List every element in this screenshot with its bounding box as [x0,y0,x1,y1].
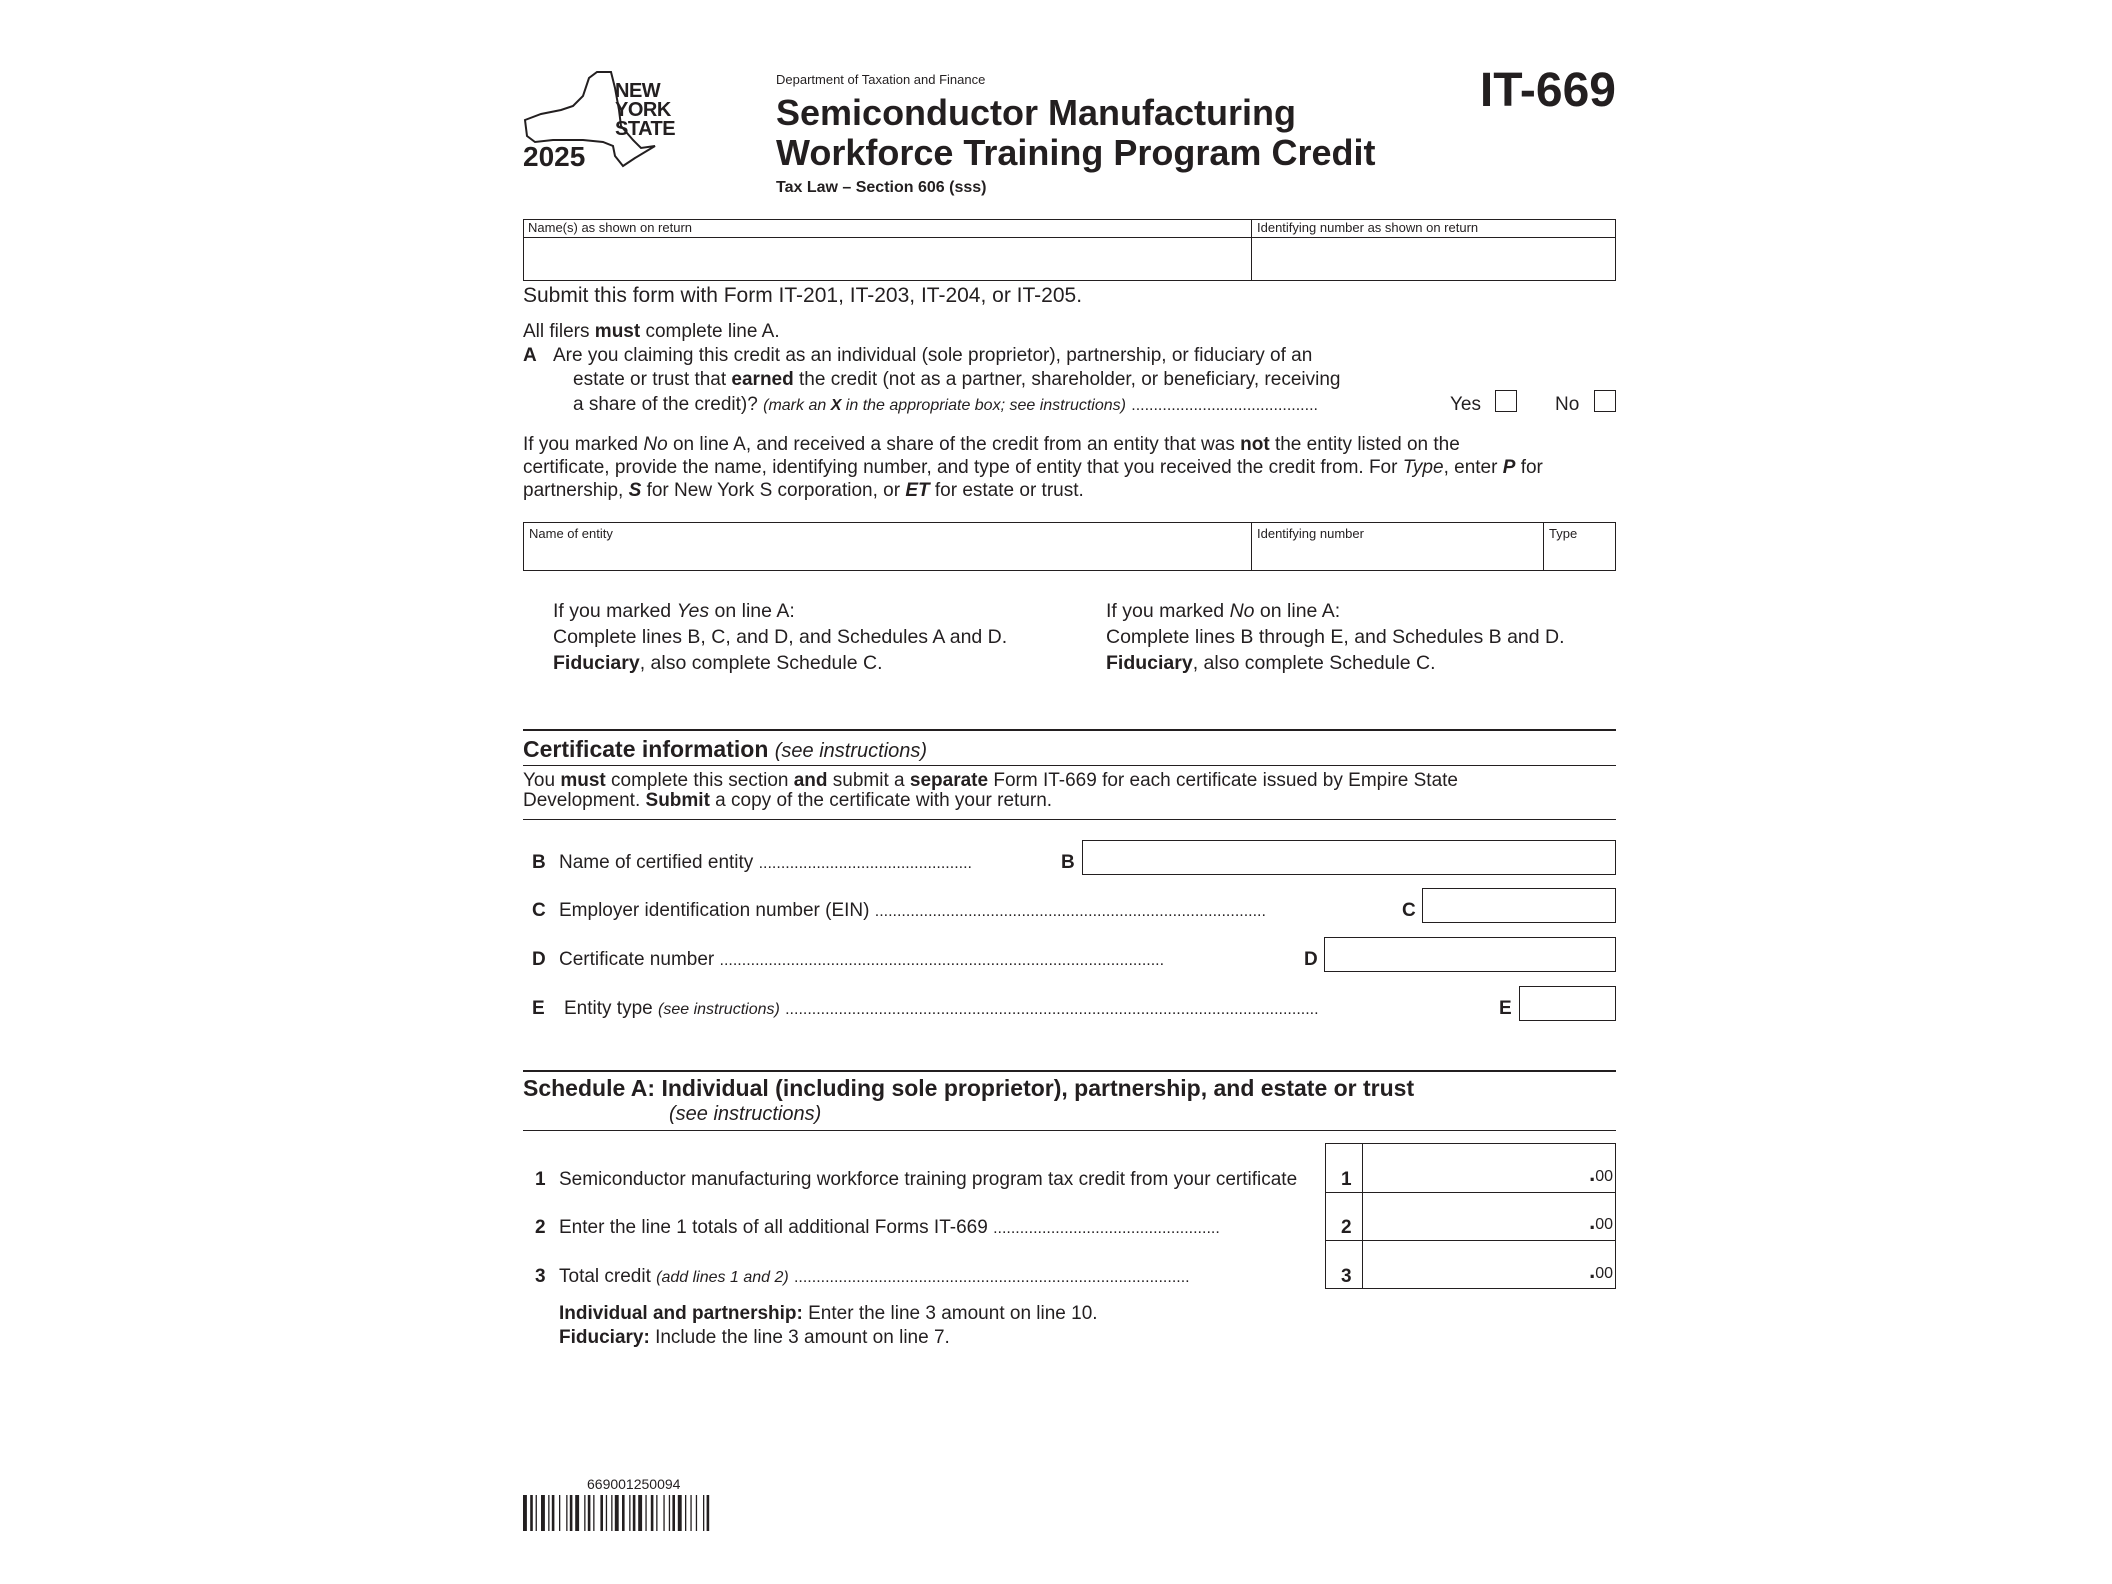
line-b-label: Name of certified entity ................................................ [559,852,972,873]
form-title-line2: Workforce Training Program Credit [776,132,1376,173]
barcode-bar [638,1495,642,1531]
no-checkbox[interactable] [1594,390,1616,412]
logo-text: NEW YORK STATE [615,80,676,140]
line-e-letter: E [532,998,545,1019]
form-number: IT-669 [1479,64,1616,117]
line-e-label: Entity type (see instructions) ........................................................................................................................ [564,998,1319,1019]
schedule-a-note: (see instructions) [669,1103,822,1125]
barcode-bar [552,1495,555,1531]
department-name: Department of Taxation and Finance [776,72,986,87]
nys-logo [523,70,683,175]
barcode-bar [600,1495,603,1531]
barcode-graphic [523,1495,763,1531]
barcode-bar [611,1495,612,1531]
name-label: Name(s) as shown on return [528,220,693,235]
tax-law-reference: Tax Law – Section 606 (sss) [776,179,987,196]
barcode-bar [523,1495,527,1531]
barcode-bar [559,1495,560,1531]
barcode-bar [615,1495,619,1531]
barcode-bar [663,1495,664,1531]
line-b-letter: B [532,852,546,873]
line-c-label: Employer identification number (EIN) ........................................................................................ [559,900,1266,921]
line-3-cents: 00 [1595,1265,1613,1282]
schedule-a-rule [523,1070,1616,1072]
line-2-number: 2 [535,1217,546,1238]
barcode-bar [656,1495,657,1531]
ein-field[interactable] [1422,888,1616,923]
line-1-amount-field[interactable]: .00 [1589,1161,1613,1186]
no-label: No [1555,394,1580,415]
yes-checkbox[interactable] [1495,390,1517,412]
line-c-letter: C [532,900,546,921]
line-3-label: Total credit (add lines 1 and 2) ......................................................................................... [559,1266,1190,1287]
barcode [523,1495,763,1531]
barcode-bar [584,1495,585,1531]
barcode-bar [575,1495,579,1531]
schedule-a-footnote: Individual and partnership: Enter the line 3 amount on line 10. Fiduciary: Include the line 3 amount on line 7. [559,1303,1098,1348]
entity-id-label: Identifying number [1257,526,1364,541]
instructions-yes: If you marked Yes on line A: Complete lines B, C, and D, and Schedules A and D. Fiduciary, also complete Schedule C. [553,600,1008,674]
submit-instruction: Submit this form with Form IT-201, IT-203, IT-204, or IT-205. [523,284,1083,307]
line-3-amount-field[interactable]: .00 [1589,1258,1613,1283]
barcode-bar [685,1495,686,1531]
barcode-bar [703,1495,704,1531]
barcode-bar [645,1495,646,1531]
entity-instructions: If you marked No on line A, and received a share of the credit from an entity that was not the entity listed on the certificate, provide the name, identifying number, and type of entity that you received the credit from. For Type, enter P for partnership, S for New York S corporation, or ET for estate or trust. [523,434,1543,501]
entity-type-code-field[interactable] [1519,986,1616,1021]
certificate-number-field[interactable] [1324,937,1616,972]
barcode-bar [672,1495,675,1531]
name-field[interactable] [524,238,1250,280]
line-d-box-letter: D [1304,949,1318,970]
line-d-letter: D [532,949,546,970]
line-e-box-letter: E [1499,998,1512,1019]
barcode-bar [669,1495,670,1531]
barcode-bar [541,1495,545,1531]
line-1-number: 1 [535,1169,546,1190]
entity-type-label: Type [1549,526,1578,541]
line-1-cents: 00 [1595,1168,1613,1185]
instructions-no: If you marked No on line A: Complete lines B through E, and Schedules B and D. Fiduciary, also complete Schedule C. [1106,600,1565,674]
barcode-bar [593,1495,594,1531]
line-a-intro: All filers must complete line A. [523,321,780,342]
line-d-label: Certificate number .................................................................................................... [559,949,1165,970]
line-a-question-1: Are you claiming this credit as an individual (sole proprietor), partnership, or fiduciary of an [553,345,1313,366]
barcode-bar [651,1495,654,1531]
barcode-bar [588,1495,591,1531]
schedule-a-title: Schedule A: Individual (including sole proprietor), partnership, and estate or trust [523,1075,1415,1101]
barcode-bar [633,1495,636,1531]
line-2-label: Enter the line 1 totals of all additional Forms IT-669 ................................................... [559,1217,1220,1238]
line-3-box-number: 3 [1341,1266,1352,1287]
barcode-bar [548,1495,549,1531]
form-title-line1: Semiconductor Manufacturing [776,92,1297,133]
line-2-cents: 00 [1595,1216,1613,1233]
line-a-letter: A [523,345,537,366]
barcode-bar [690,1495,691,1531]
barcode-bar [707,1495,710,1531]
line-2-box-number: 2 [1341,1217,1352,1238]
barcode-number: 669001250094 [587,1476,681,1492]
barcode-bar [678,1495,682,1531]
certificate-section-rule [523,729,1616,731]
line-b-box-letter: B [1061,852,1075,873]
line-a-question-3: a share of the credit)? (mark an X in the appropriate box; see instructions) .......................................... [573,394,1318,415]
barcode-bar [570,1495,573,1531]
entity-id-field[interactable] [1252,542,1542,570]
certificate-description: You must complete this section and submit a separate Form IT-669 for each certificate issued by Empire State Development. Submit a copy of the certificate with your return. [523,770,1458,811]
line-3-number: 3 [535,1266,546,1287]
barcode-bar [530,1495,533,1531]
line-c-box-letter: C [1402,900,1416,921]
line-a-question-2: estate or trust that earned the credit (not as a partner, shareholder, or beneficiary, receiving [573,369,1341,390]
entity-type-field[interactable] [1544,542,1615,570]
id-label: Identifying number as shown on return [1257,220,1479,235]
form-year: 2025 [523,141,586,172]
certificate-section-title: Certificate information (see instructions) [523,736,928,762]
barcode-bar [622,1495,625,1531]
id-field[interactable] [1252,238,1615,280]
entity-name-label: Name of entity [529,526,613,541]
barcode-bar [566,1495,567,1531]
certified-entity-name-field[interactable] [1082,840,1616,875]
entity-name-field[interactable] [524,542,1250,570]
line-1-box-number: 1 [1341,1169,1352,1190]
barcode-bar [606,1495,607,1531]
barcode-bar [629,1495,630,1531]
line-1-label: Semiconductor manufacturing workforce training program tax credit from your certificate [559,1169,1298,1190]
yes-label: Yes [1450,394,1481,415]
barcode-bar [536,1495,537,1531]
barcode-bar [696,1495,697,1531]
line-2-amount-field[interactable]: .00 [1589,1209,1613,1234]
